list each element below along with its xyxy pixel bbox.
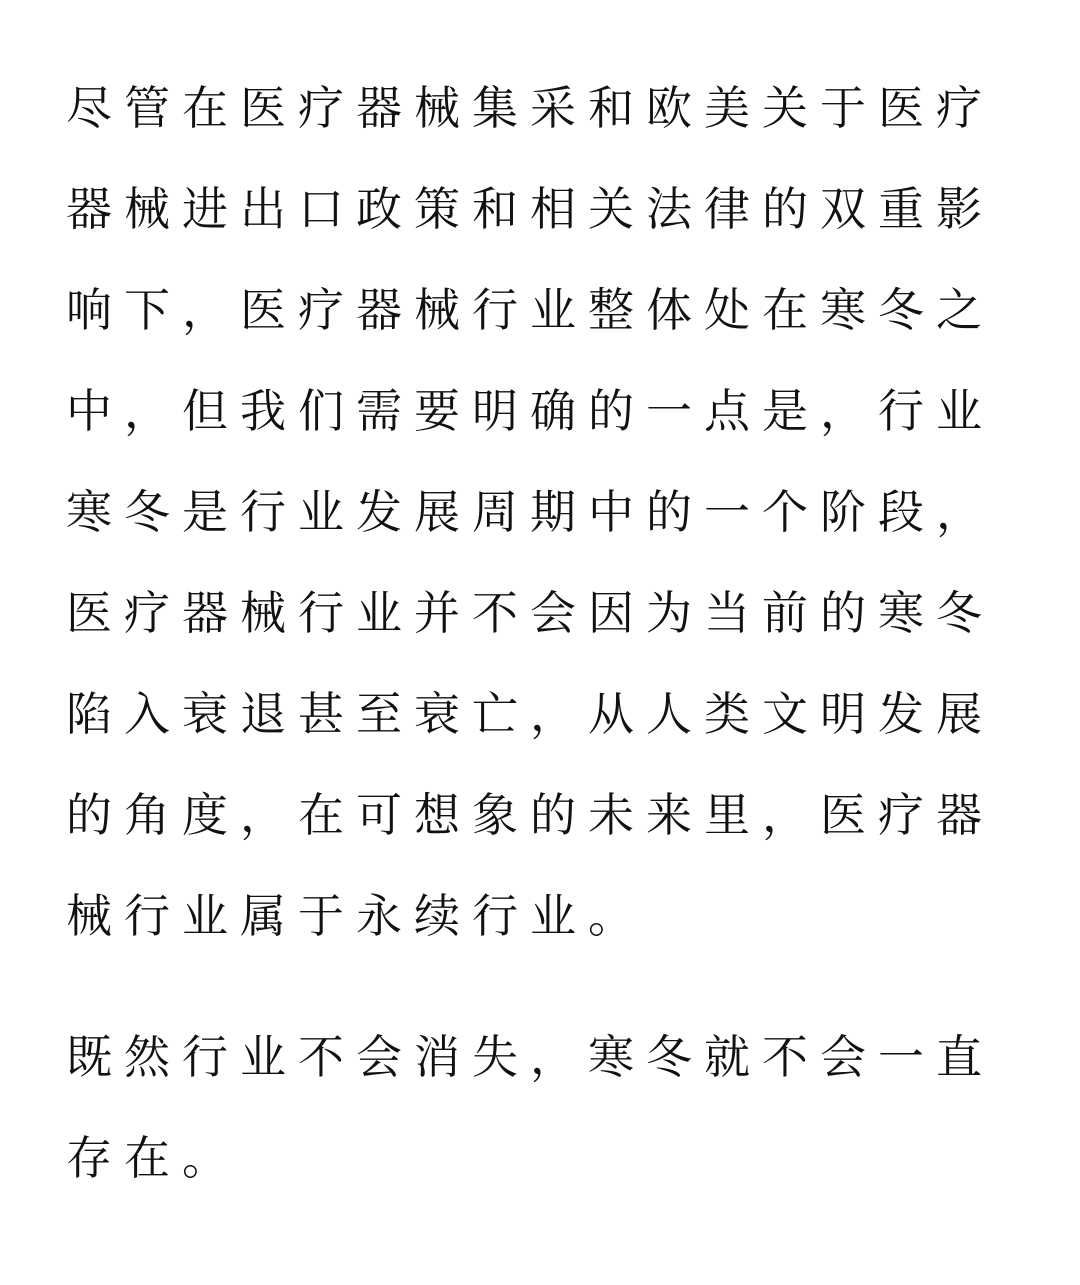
article-body <box>66 58 1026 1209</box>
paragraph-winter-not-forever: 既然行业不会消失，寒冬就不会一直存在。 <box>66 1030 994 1185</box>
paragraph-industry-winter: 尽管在医疗器械集采和欧美关于医疗器械进出口政策和相关法律的双重影响下，医疗器械行业整体处在寒冬之中，但我们需要明确的一点是，行业寒冬是行业发展周期中的一个阶段，医疗器械行业并不会因为当前的寒冬陷入衰退甚至衰亡，从人类文明发展的角度，在可想象的未来里，医疗器械行业属于永续行业。 <box>66 81 994 943</box>
